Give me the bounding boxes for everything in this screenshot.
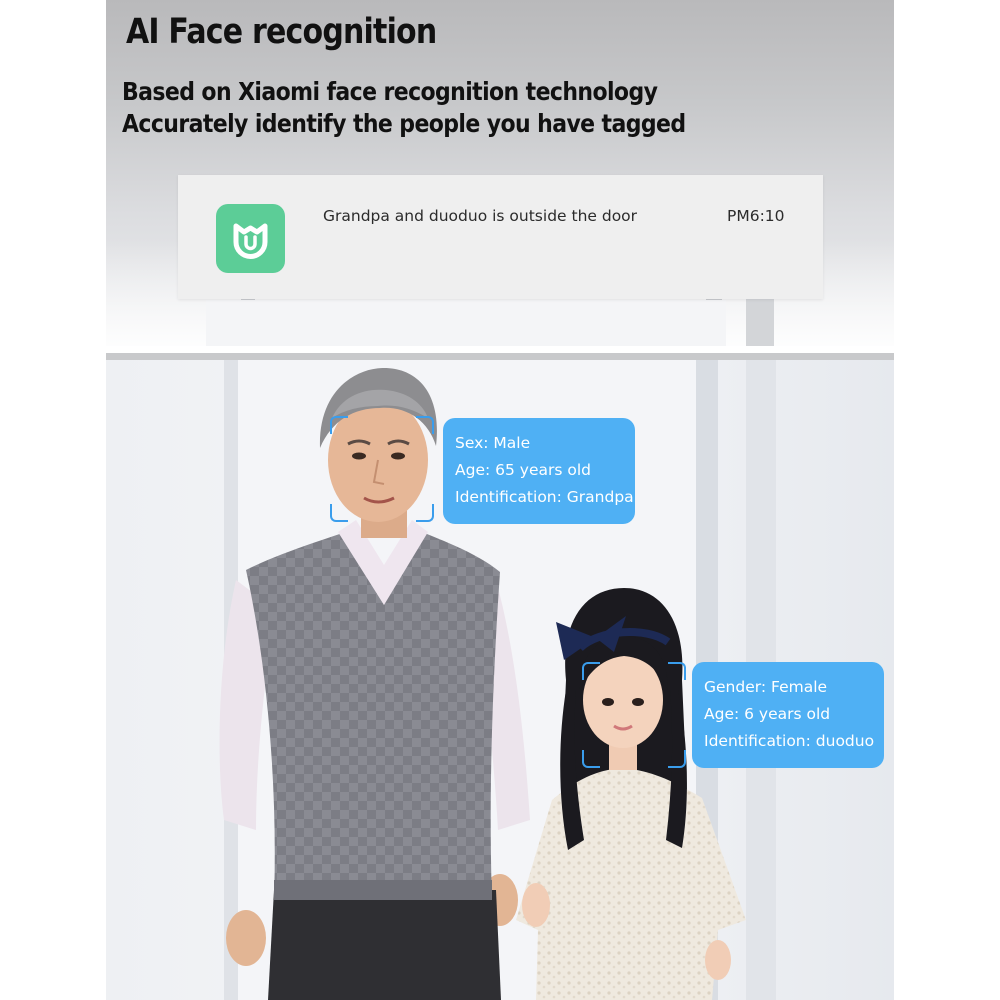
face-detection-frame-grandpa: [330, 416, 434, 522]
detection-age: Age: 6 years old: [704, 705, 831, 723]
promo-header-panel: [106, 0, 894, 346]
detection-identification: Identification: Grandpa: [455, 488, 634, 506]
detection-sex: Sex: Male: [455, 434, 531, 452]
page-title: AI Face recognition: [126, 12, 437, 53]
detection-identification: Identification: duoduo: [704, 732, 875, 750]
face-recognition-photo: [106, 360, 894, 1000]
mi-home-app-icon: [216, 204, 285, 273]
notification-time: PM6:10: [727, 207, 785, 225]
detection-info-grandpa: [443, 418, 635, 524]
face-detection-frame-duoduo: [582, 662, 686, 768]
section-divider: [106, 353, 894, 360]
detection-age: Age: 65 years old: [455, 461, 591, 479]
detection-gender: Gender: Female: [704, 678, 828, 696]
notification-card[interactable]: [178, 175, 823, 299]
subtitle-line-1: Based on Xiaomi face recognition technology: [122, 78, 658, 107]
detection-info-duoduo: [692, 662, 884, 768]
notification-message: Grandpa and duoduo is outside the door: [323, 207, 638, 225]
subtitle-line-2: Accurately identify the people you have tagged: [122, 110, 686, 139]
